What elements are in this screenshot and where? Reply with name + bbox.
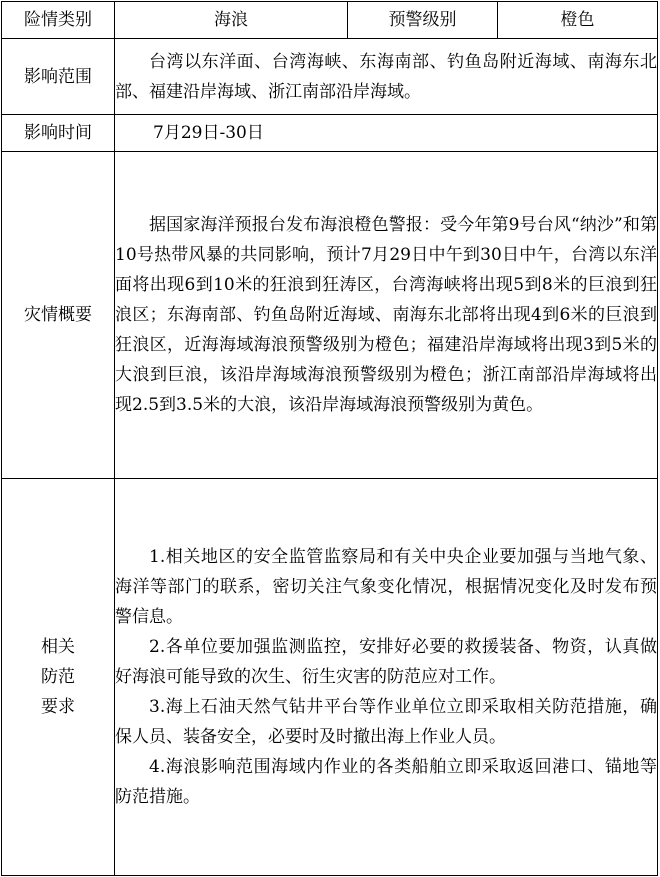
row-requirements: [2, 479, 658, 876]
label-affected-area: 影响范围: [2, 39, 115, 115]
label-prevention-requirements: [2, 479, 115, 876]
row-category: [2, 2, 658, 39]
label-line: 要求: [41, 697, 75, 717]
hazard-category-value: 海浪: [115, 2, 348, 39]
row-time: [2, 115, 658, 152]
requirement-item: 2.各单位要加强监测监控，安排好必要的救援装备、物资，认真做好海浪可能导致的次生、衍生灾害的防范应对工作。: [115, 637, 657, 687]
requirement-item: 1.相关地区的安全监管监察局和有关中央企业要加强与当地气象、海洋等部门的联系，密切关注气象变化情况，根据情况变化及时发布预警信息。: [115, 547, 657, 627]
row-summary: [2, 152, 658, 479]
affected-time-cell: [115, 115, 658, 152]
prevention-requirements-cell: [115, 479, 658, 876]
row-scope: [2, 39, 658, 115]
affected-area-cell: [115, 39, 658, 115]
affected-area-text: 台湾以东洋面、台湾海峡、东海南部、钓鱼岛附近海域、南海东北部、福建沿岸海域、浙江南部沿岸海域。: [115, 51, 657, 102]
disaster-summary-cell: [115, 152, 658, 479]
requirement-item: 4.海浪影响范围海域内作业的各类船舶立即采取返回港口、锚地等防范措施。: [115, 757, 657, 807]
warning-table: [1, 1, 658, 876]
disaster-summary-text: 据国家海洋预报台发布海浪橙色警报：受今年第9号台风“纳沙”和第10号热带风暴的共同影响，预计7月29日中午到30日中午，台湾以东洋面将出现6到10米的狂浪到狂涛区，台湾海峡将出现5到8米的巨浪到狂浪区；东海南部、钓鱼岛附近海域、南海东北部将出现4到6米的巨浪到狂浪区，近海海域海浪预警级别为橙色；福建沿岸海域将出现3到5米的大浪到巨浪，该沿岸海域海浪预警级别为橙色；浙江南部沿岸海域将出现2.5到3.5米的大浪，该沿岸海域海浪预警级别为黄色。: [115, 215, 657, 415]
warning-level-value: 橙色: [498, 2, 658, 39]
label-hazard-category: 险情类别: [2, 2, 115, 39]
label-disaster-summary: 灾情概要: [2, 152, 115, 479]
affected-time-text: 7月29日-30日: [153, 123, 264, 143]
requirement-item: 3.海上石油天然气钻井平台等作业单位立即采取相关防范措施，确保人员、装备安全，必要时及时撤出海上作业人员。: [115, 697, 657, 747]
label-line: 防范: [41, 667, 75, 687]
label-affected-time: 影响时间: [2, 115, 115, 152]
label-line: 相关: [41, 637, 75, 657]
label-warning-level: 预警级别: [348, 2, 498, 39]
